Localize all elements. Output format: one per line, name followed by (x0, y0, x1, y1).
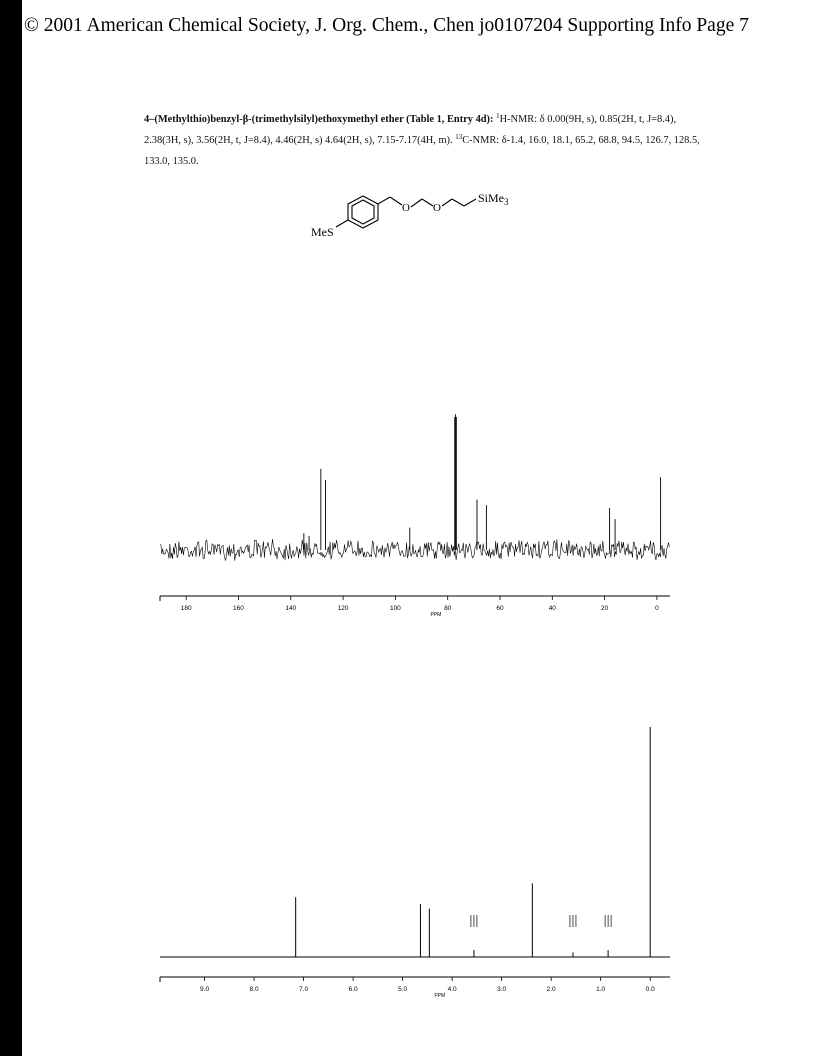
ppm-tick-label: 0.0 (645, 986, 655, 993)
benzyl-bond-2 (390, 197, 402, 205)
h-nmr-superscript: 1 (496, 112, 500, 120)
benzyl-bond-1 (378, 197, 390, 204)
ppm-tick-label: 0 (655, 605, 659, 612)
h-nmr-data: 0.00(9H, s), 0.85(2H, t, J=8.4), 2.38(3H, s), 3.56(2H, t, J=8.4), 4.46(2H, s) 4.64(2H, s), 7.15-7.17(4H, m). (144, 114, 677, 146)
oxygen-label-2: O (433, 202, 441, 214)
ppm-axis-title: PPM (434, 993, 446, 999)
ppm-tick-label: 160 (233, 605, 244, 612)
ppm-tick-label: 40 (548, 605, 556, 612)
c-nmr-label: C-NMR: δ- (462, 135, 511, 146)
ppm-tick-label: 140 (285, 605, 297, 612)
ether-bond-1 (411, 199, 422, 207)
header-text: 2001 American Chemical Society, J. Org. Chem., Chen jo0107204 Supporting Info Page 7 (43, 15, 749, 36)
ppm-tick-label: 2.0 (546, 986, 556, 993)
ether-bond-3 (442, 199, 452, 206)
left-scan-border (0, 0, 22, 1056)
page-header (24, 14, 814, 38)
c-nmr-superscript: 13 (455, 133, 463, 141)
h1-nmr-spectrum (150, 715, 680, 1005)
simes-label: SiMe$_3$ (478, 191, 509, 207)
c-nmr-data: 1.4, 16.0, 18.1, 65.2, 68.8, 94.5, 126.7, 128.5, 133.0, 135.0. (144, 135, 700, 167)
ppm-tick-label: 60 (496, 605, 504, 612)
structure-drawing (300, 178, 540, 248)
ppm-tick-label: 80 (444, 605, 452, 612)
ppm-tick-label: 6.0 (348, 986, 358, 993)
chemical-structure (300, 178, 540, 248)
benzene-inner-ring (352, 200, 374, 224)
ppm-tick-label: 1.0 (596, 986, 606, 993)
s-bond (336, 220, 348, 227)
ppm-tick-label: 100 (389, 605, 401, 612)
ppm-tick-label: 4.0 (447, 986, 457, 993)
oxygen-label-1: O (402, 202, 410, 214)
ppm-tick-label: 120 (337, 605, 349, 612)
mes-label: MeS (311, 225, 334, 239)
spectrum-noise-trace (160, 539, 669, 561)
ppm-tick-label: 7.0 (299, 986, 309, 993)
ppm-tick-label: 8.0 (249, 986, 259, 993)
ethyl-bond-2 (464, 199, 476, 206)
ppm-tick-label: 20 (600, 605, 609, 612)
compound-description (144, 109, 704, 172)
h-nmr-label: H-NMR: δ (499, 114, 545, 125)
copyright-symbol: © (24, 15, 39, 36)
c13-nmr-spectrum (150, 388, 680, 628)
ppm-tick-label: 3.0 (497, 986, 507, 993)
ppm-tick-label: 9.0 (200, 986, 210, 993)
ppm-tick-label: 180 (180, 605, 192, 612)
ppm-tick-label: 5.0 (398, 986, 408, 993)
ether-bond-2 (422, 199, 433, 206)
ethyl-bond-1 (452, 199, 464, 206)
compound-title: 4–(Methylthio)benzyl-β-(trimethylsilyl)ethoxymethyl ether (Table 1, Entry 4d): (144, 114, 494, 125)
ppm-axis-title: PPM (430, 612, 442, 618)
